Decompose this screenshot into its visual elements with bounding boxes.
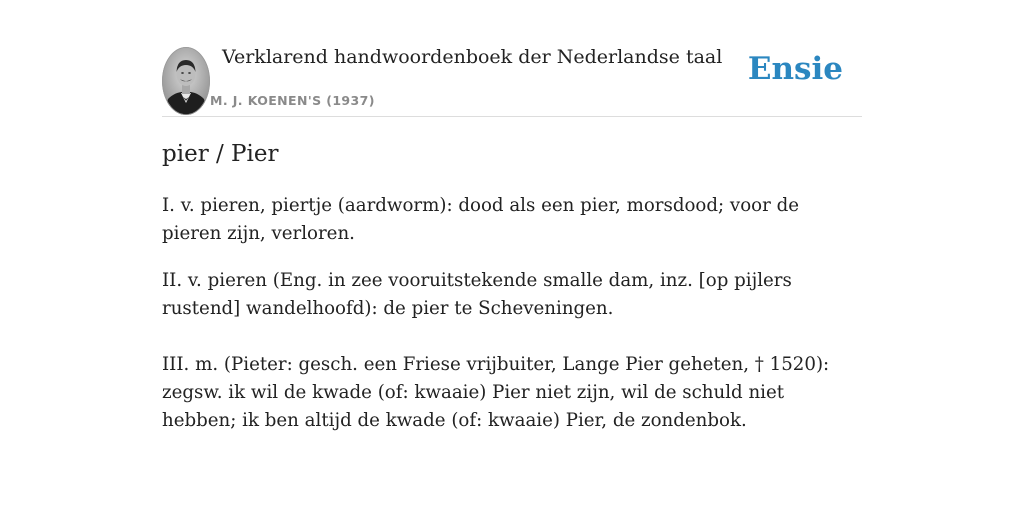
book-title: Verklarend handwoordenboek der Nederlandse taal [222, 46, 723, 68]
entry-sense-1: I. v. pieren, piertje (aardworm): dood als een pier, morsdood; voor de pieren zijn, verloren. [162, 195, 799, 244]
book-subtitle: M. J. KOENEN'S (1937) [210, 93, 375, 108]
entry-sense-2: II. v. pieren (Eng. in zee vooruitstekende smalle dam, inz. [op pijlers rustend] wandelhoofd): de pier te Scheveningen. [162, 270, 792, 319]
entry-content [162, 136, 862, 435]
ensie-logo-link[interactable]: Ensie [747, 51, 843, 87]
page-header [162, 46, 862, 117]
entry-title: pier / Pier [162, 141, 279, 167]
entry-sense-3: III. m. (Pieter: gesch. een Friese vrijbuiter, Lange Pier geheten, † 1520): zegsw. ik wil de kwade (of: kwaaie) Pier niet zijn, wil de schuld niet hebben; ik ben altijd de kwade (of: kwaaie) Pier, de zondenbok. [162, 354, 830, 431]
author-portrait-icon [162, 47, 210, 115]
